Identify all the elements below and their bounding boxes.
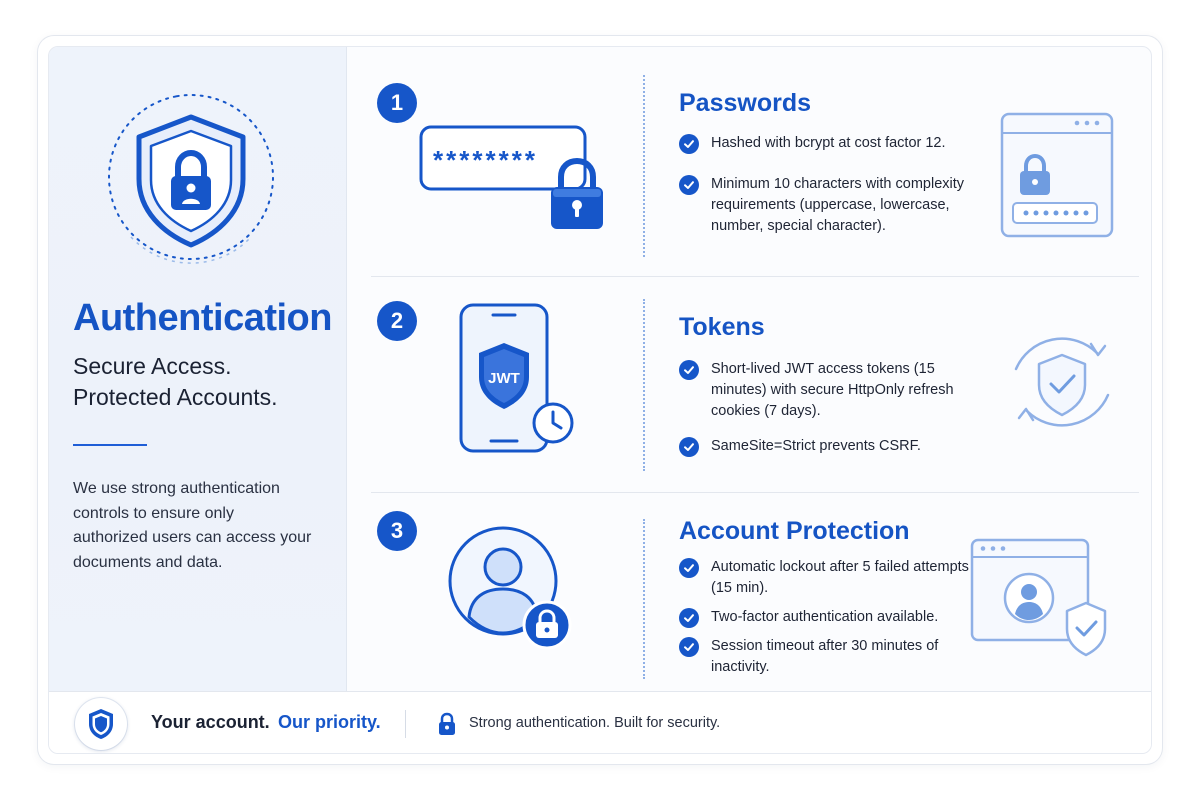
step-number-3: 3 [377,511,417,551]
section-divider-dots [643,519,645,679]
footer-note: Strong authentication. Built for security. [469,715,721,731]
bullet-item [679,359,979,422]
check-icon [679,637,699,657]
footer-tagline-primary: Your account. [151,712,270,732]
bullet-text: Short-lived JWT access tokens (15 minutes) with secure HttpOnly refresh cookies (7 days). [711,361,954,419]
bullet-text: Minimum 10 characters with complexity requirements (uppercase, lowercase, number, special character). [711,176,965,234]
bullet-item [679,607,979,628]
section-divider-dots [643,75,645,257]
step-number-1: 1 [377,83,417,123]
section-passwords [347,47,1152,277]
check-icon [679,437,699,457]
account-protection-bullet-list [679,557,979,678]
left-panel [49,47,347,691]
check-icon [679,608,699,628]
bullet-text: Automatic lockout after 5 failed attempts (15 min). [711,559,969,596]
bullet-text: SameSite=Strict prevents CSRF. [711,438,921,454]
check-icon [679,175,699,195]
check-icon [679,558,699,578]
lock-icon [437,712,457,736]
tokens-bullet-list [679,359,979,457]
footer-shield-badge [75,698,127,750]
masked-password-text: ******** [433,145,538,175]
shield-lock-icon [101,87,281,267]
footer-bar [49,691,1152,754]
step-number-2: 2 [377,301,417,341]
password-field-lock-icon [417,123,607,233]
bullet-text: Two-factor authentication available. [711,609,939,625]
check-icon [679,134,699,154]
bullet-item [679,557,979,599]
section-tokens [347,277,1152,493]
refresh-shield-icon [999,319,1125,445]
bullet-text: Hashed with bcrypt at cost factor 12. [711,135,946,151]
check-icon [679,360,699,380]
section-account-protection [347,493,1152,691]
infographic-card [38,36,1162,764]
page-title: Authentication [73,297,332,339]
section-divider-dots [643,299,645,471]
bullet-item [679,636,979,678]
passwords-bullet-list [679,133,979,237]
bullet-item [679,133,979,154]
footer-divider [405,710,406,738]
intro-description: We use strong authentication controls to ensure only authorized users can access your documents and data. [73,480,312,571]
user-lock-icon [447,523,575,653]
section-title-passwords: Passwords [679,89,812,117]
shield-icon [86,707,116,741]
footer-tagline-accent: Our priority. [278,712,381,732]
login-window-icon [999,111,1117,241]
jwt-label: JWT [488,370,520,387]
bullet-item [679,436,979,457]
section-title-account-protection: Account Protection [679,517,910,545]
phone-jwt-icon [455,301,579,461]
section-title-tokens: Tokens [679,313,765,341]
subtitle-line-2: Protected Accounts. [73,384,278,410]
title-underline [73,444,147,446]
bullet-text: Session timeout after 30 minutes of inactivity. [711,638,939,675]
bullet-item [679,174,979,237]
profile-window-shield-icon [969,537,1117,663]
card-inner [48,46,1152,754]
subtitle-line-1: Secure Access. [73,353,232,379]
page-subtitle [73,351,278,413]
